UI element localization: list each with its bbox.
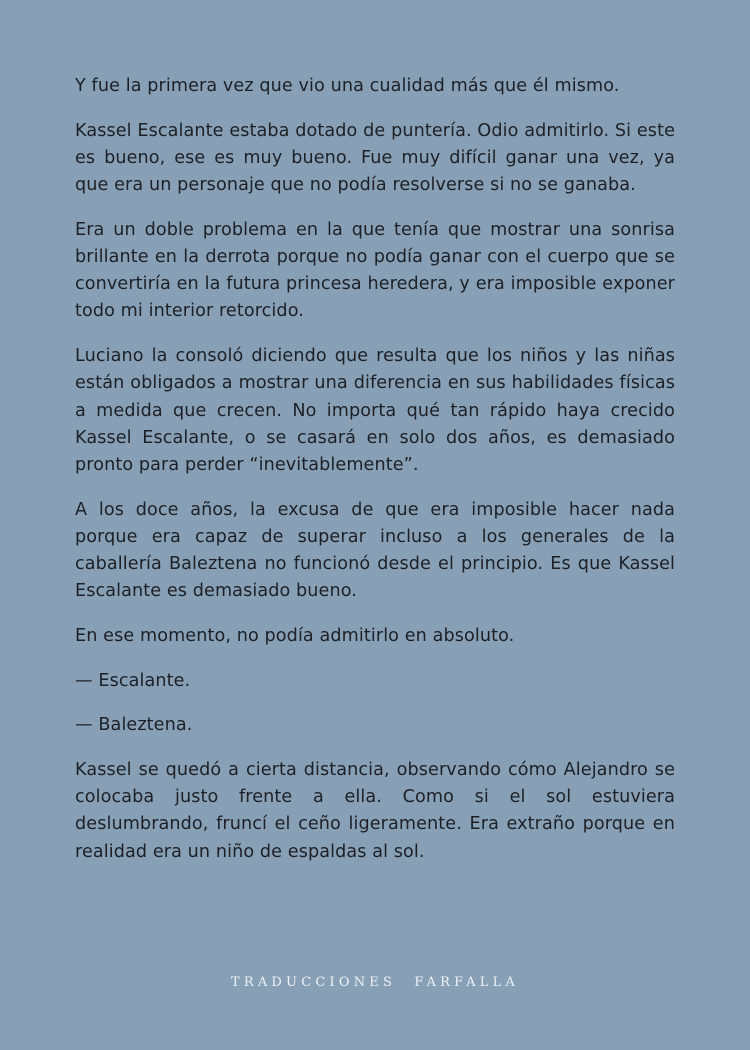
- paragraph: Y fue la primera vez que vio una cualidad más que él mismo.: [75, 76, 620, 96]
- paragraph: Luciano la consoló diciendo que resulta que los niños y las niñas están obligados a mostrar una diferencia en sus habilidades físicas a medida que crecen. No importa qué tan rápido haya crecido Kassel Escalante, o se casará en solo dos años, es demasiado pronto para perder “inevitablemente”.: [75, 346, 675, 475]
- paragraph: Kassel se quedó a cierta distancia, observando cómo Alejandro se colocaba justo frente a ella. Como si el sol estuviera deslumbrando, fruncí el ceño ligeramente. Era extraño porque en realidad era un niño de espaldas al sol.: [75, 760, 675, 862]
- footer-watermark: TRADUCCIONES FARFALLA: [230, 975, 519, 990]
- text-body: [75, 73, 675, 883]
- paragraph: Era un doble problema en la que tenía que mostrar una sonrisa brillante en la derrota porque no podía ganar con el cuerpo que se convertiría en la futura princesa heredera, y era imposible exponer todo mi interior retorcido.: [75, 219, 675, 322]
- paragraph: En ese momento, no podía admitirlo en absoluto.: [75, 625, 515, 646]
- paragraph: Kassel Escalante estaba dotado de puntería. Odio admitirlo. Si este es bueno, ese es muy bueno. Fue muy difícil ganar una vez, ya que era un personaje que no podía resolverse si no se ganaba.: [75, 120, 675, 196]
- paragraph: A los doce años, la excusa de que era imposible hacer nada porque era capaz de superar incluso a los generales de la caballería Baleztena no funcionó desde el principio. Es que Kassel Escalante es demasiado bueno.: [75, 499, 675, 602]
- dialogue-line: — Baleztena.: [75, 715, 193, 736]
- dialogue-line: — Escalante.: [75, 670, 191, 691]
